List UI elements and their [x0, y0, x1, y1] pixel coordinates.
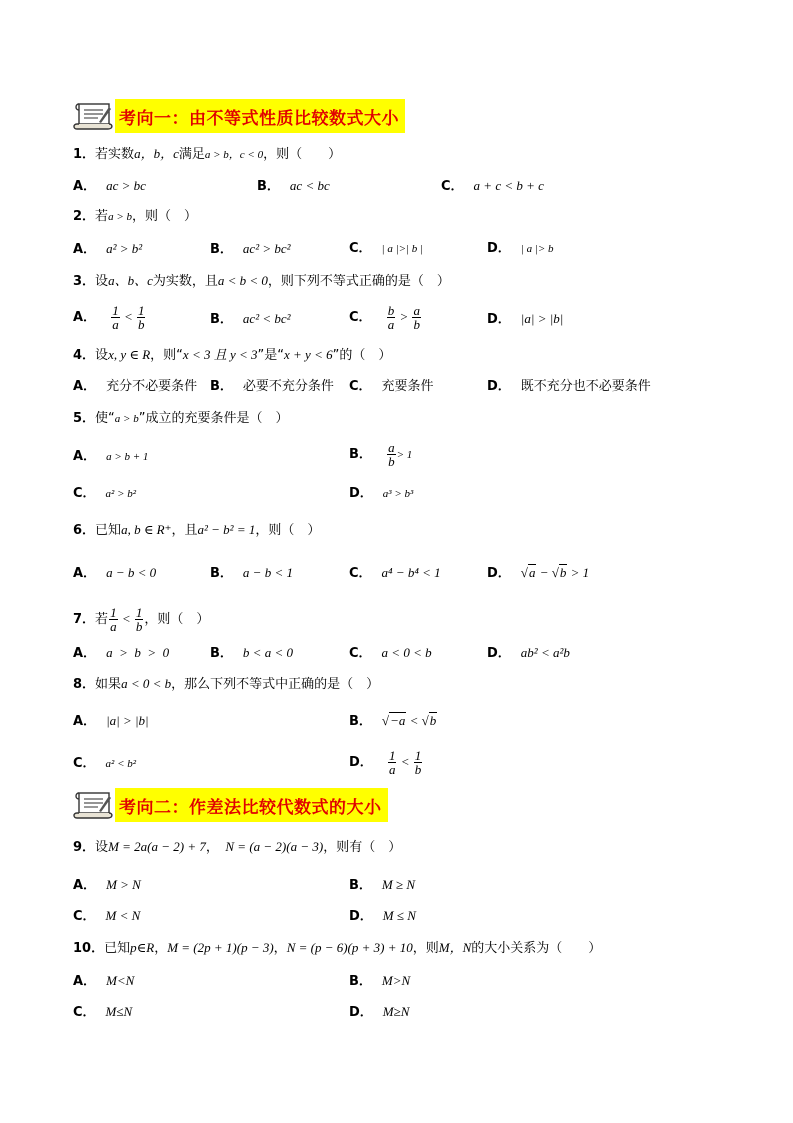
q2-option-a[interactable]: A． a² > b²: [73, 241, 143, 257]
q9-option-d[interactable]: D． M ≤ N: [349, 908, 416, 924]
q10-option-d[interactable]: D． M≥N: [349, 1004, 410, 1020]
q4-option-a[interactable]: A． 充分不必要条件: [73, 379, 198, 394]
fraction: $\frac{a}{b}$: [413, 303, 420, 332]
fraction: $\frac{1}{a}$: [112, 303, 119, 332]
q8-option-a[interactable]: A． |a| > |b|: [73, 713, 149, 729]
q6-option-c[interactable]: C． a⁴ − b⁴ < 1: [349, 565, 441, 581]
fraction: $\frac{b}{a}$: [387, 303, 395, 332]
question-3: 3．设a、b、c为实数，且a < b < 0，则下列不等式正确的是（ ）: [73, 273, 450, 289]
q9-option-c[interactable]: C． M < N: [73, 908, 141, 924]
fraction: $\frac{1}{b}$: [414, 748, 422, 777]
q1-option-a[interactable]: A． ac > bc: [73, 178, 146, 194]
q6-option-b[interactable]: B． a − b < 1: [210, 565, 293, 581]
q7-option-c[interactable]: C． a < 0 < b: [349, 645, 432, 661]
fraction: $\frac{1}{b}$: [137, 303, 145, 332]
q8-option-d[interactable]: D． $\frac{1}{a}$ < $\frac{1}{b}$: [349, 748, 422, 777]
q2-option-b[interactable]: B． ac² > bc²: [210, 241, 291, 257]
question-5: 5．使“a > b”成立的充要条件是（ ）: [73, 411, 289, 426]
q1-option-b[interactable]: B． ac < bc: [257, 178, 330, 194]
question-1: 1．若实数a，b，c满足a > b，c < 0，则（ ）: [73, 146, 342, 162]
q10-option-c[interactable]: C． M≤N: [73, 1004, 133, 1020]
q4-option-c[interactable]: C． 充要条件: [349, 379, 434, 394]
q1-option-c[interactable]: C． a + c < b + c: [441, 178, 544, 194]
q5-option-b[interactable]: B． $\frac{a}{b}$ > 1: [349, 440, 413, 469]
scroll-icon: [73, 790, 113, 820]
q3-option-b[interactable]: B． ac² < bc²: [210, 311, 291, 327]
q10-option-b[interactable]: B． M>N: [349, 973, 411, 989]
q8-option-b[interactable]: B． √−a < √b: [349, 713, 437, 729]
q9-option-b[interactable]: B． M ≥ N: [349, 877, 416, 893]
q6-option-a[interactable]: A． a − b < 0: [73, 565, 157, 581]
q7-option-b[interactable]: B． b < a < 0: [210, 645, 293, 661]
q2-option-d[interactable]: D． | a |> b: [487, 241, 554, 256]
q8-option-c[interactable]: C． a² < b²: [73, 756, 137, 771]
question-4: 4．设x, y ∈ R，则“x < 3 且 y < 3”是“x + y < 6”的（ ）: [73, 347, 392, 363]
fraction: $\frac{1}{a}$: [110, 605, 117, 634]
q7-option-d[interactable]: D． ab² < a²b: [487, 645, 570, 661]
q9-option-a[interactable]: A． M > N: [73, 877, 141, 893]
scroll-icon: [73, 101, 113, 131]
question-2: 2．若a > b，则（ ）: [73, 209, 198, 224]
question-8: 8．如果a < 0 < b，那么下列不等式中正确的是（ ）: [73, 676, 380, 692]
q3-option-a[interactable]: A． $\frac{1}{a}$ < $\frac{1}{b}$: [73, 303, 145, 332]
fraction: $\frac{1}{b}$: [135, 605, 143, 634]
section-header-2: [73, 790, 388, 820]
question-9: 9．设M = 2a(a − 2) + 7， N = (a − 2)(a − 3)，则有（ ）: [73, 839, 402, 855]
q6-option-d[interactable]: D． √a − √b > 1: [487, 565, 590, 581]
fraction: $\frac{1}{a}$: [388, 748, 396, 777]
section-title: 考向一：由不等式性质比较数式大小: [115, 99, 405, 133]
q5-option-d[interactable]: D． a³ > b³: [349, 486, 414, 501]
q3-option-c[interactable]: C． $\frac{b}{a}$ > $\frac{a}{b}$: [349, 303, 420, 332]
section-header-1: [73, 101, 405, 131]
q3-option-d[interactable]: D． |a| > |b|: [487, 311, 564, 327]
q5-option-a[interactable]: A． a > b + 1: [73, 449, 149, 464]
fraction: $\frac{a}{b}$: [388, 440, 395, 469]
q5-option-c[interactable]: C． a² > b²: [73, 486, 137, 501]
question-10: 10．已知p∈R，M = (2p + 1)(p − 3)，N = (p − 6)(p + 3) + 10，则M，N的大小关系为（ ）: [73, 940, 602, 956]
q10-option-a[interactable]: A． M<N: [73, 973, 135, 989]
q2-option-c[interactable]: C． | a |>| b |: [349, 241, 424, 256]
q4-option-d[interactable]: D． 既不充分也不必要条件: [487, 379, 651, 394]
q4-option-b[interactable]: B． 必要不充分条件: [210, 379, 334, 394]
question-7: 7．若 $\frac{1}{a}$ < $\frac{1}{b}$ ，则（ ）: [73, 605, 210, 634]
section-title: 考向二：作差法比较代数式的大小: [115, 788, 388, 822]
q7-option-a[interactable]: A． a > b > 0: [73, 645, 170, 661]
question-6: 6．已知a, b ∈ R⁺，且a² − b² = 1，则（ ）: [73, 522, 321, 538]
